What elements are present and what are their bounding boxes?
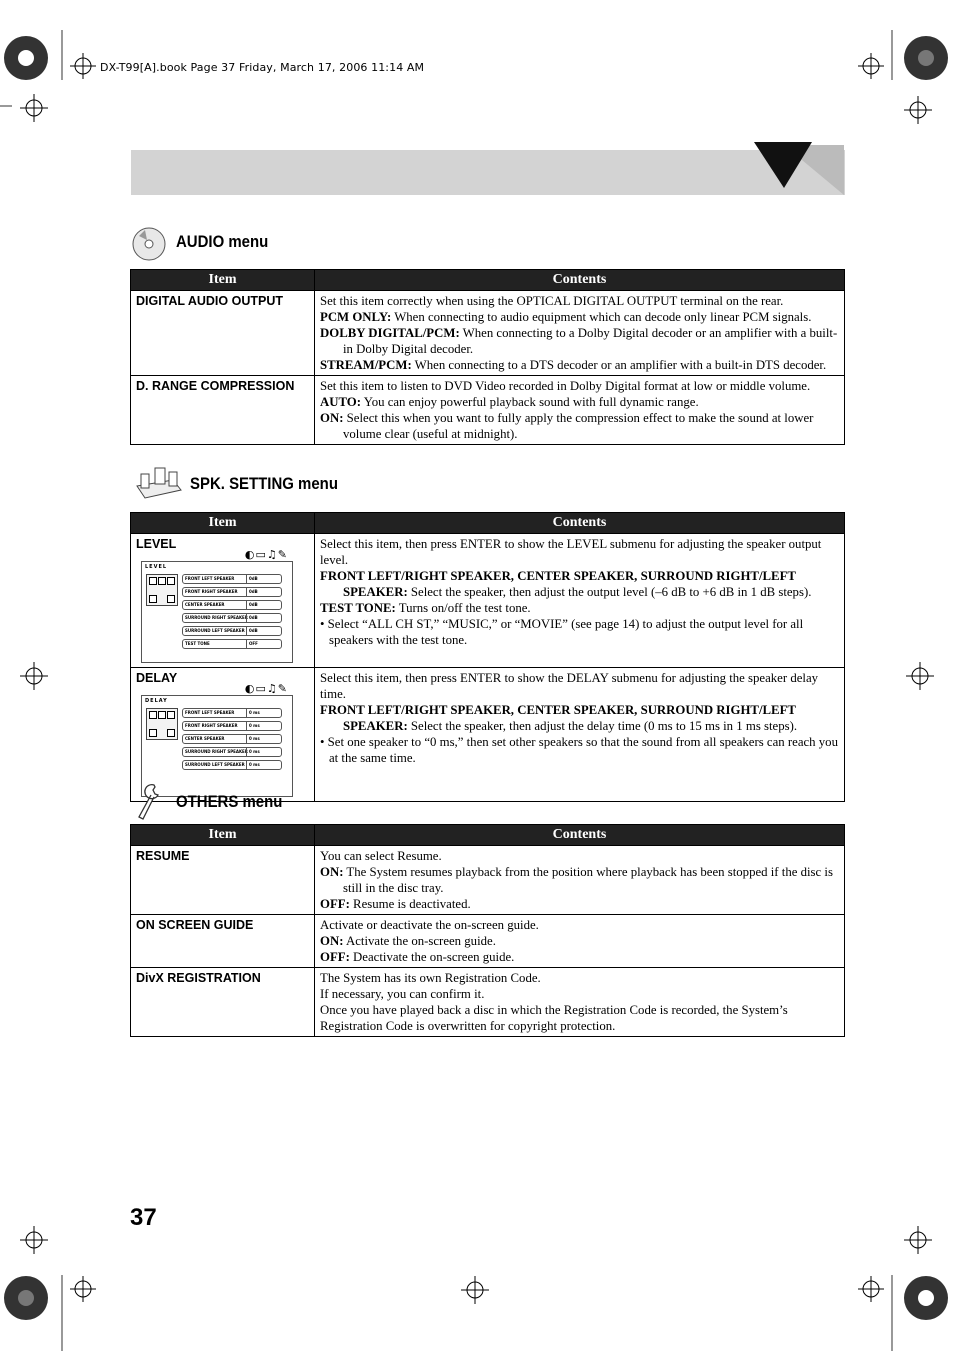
level-submenu-rows bbox=[182, 574, 282, 652]
submenu-row: SURROUND RIGHT SPEAKER 0dB bbox=[182, 613, 282, 623]
menu-icons: ◐▭♫✎ bbox=[244, 548, 288, 561]
item-contents: Select this item, then press ENTER to show the DELAY submenu for adjusting the speaker delay time. FRONT LEFT/RIGHT SPEAKER, CENTER SPEAKER, SURROUND RIGHT/LEFT SPEAKER: Select the speaker, then adjust the delay time (0 ms to 15 ms in 1 ms steps). • Set one speaker to “0 ms,” then set other speakers so that the sound from all speakers can reach you at the same time. bbox=[315, 668, 845, 802]
item-name: ON SCREEN GUIDE bbox=[131, 915, 315, 968]
column-header-contents: Contents bbox=[315, 825, 845, 846]
submenu-row: SURROUND LEFT SPEAKER 0 ms bbox=[182, 760, 282, 770]
wrench-icon bbox=[134, 783, 162, 821]
item-name: RESUME bbox=[131, 846, 315, 915]
item-name: D. RANGE COMPRESSION bbox=[131, 376, 315, 445]
submenu-row: FRONT LEFT SPEAKER 0dB bbox=[182, 574, 282, 584]
table-row bbox=[131, 668, 845, 802]
table-row bbox=[131, 534, 845, 668]
submenu-row: SURROUND RIGHT SPEAKER 0 ms bbox=[182, 747, 282, 757]
registration-mark-bc bbox=[455, 1270, 495, 1310]
table-row bbox=[131, 968, 845, 1037]
item-contents: Activate or deactivate the on-screen guide. ON: Activate the on-screen guide. OFF: Deactivate the on-screen guide. bbox=[315, 915, 845, 968]
submenu-row: FRONT RIGHT SPEAKER 0dB bbox=[182, 587, 282, 597]
column-header-contents: Contents bbox=[315, 513, 845, 534]
table-header-row bbox=[131, 513, 845, 534]
item-name: DivX REGISTRATION bbox=[131, 968, 315, 1037]
item-name: DELAY DELAY ◐▭♫✎ FRONT LEFT SPEAKER 0 ms FRONT RIGHT SPEAKER 0 ms CENTER SPEAKER 0 ms SURROUND RIGHT SPEAKER 0 ms SURROUND LEFT SPEAKER 0 ms bbox=[131, 668, 315, 802]
item-contents: Select this item, then press ENTER to show the LEVEL submenu for adjusting the speaker output level. FRONT LEFT/RIGHT SPEAKER, CENTER SPEAKER, SURROUND RIGHT/LEFT SPEAKER: Select the speaker, then adjust the output level (–6 dB to +6 dB in 1 dB steps). TEST TONE: Turns on/off the test tone. • Select “ALL CH ST,” “MUSIC,” or “MOVIE” (see page 14) to adjust the output level for all speakers with the test tone. bbox=[315, 534, 845, 668]
registration-mark-mr bbox=[900, 660, 940, 700]
item-contents: Set this item correctly when using the OPTICAL DIGITAL OUTPUT terminal on the rear. PCM ONLY: When connecting to audio equipment which can decode only linear PCM signals. DOLBY DIGITAL/PCM: When connecting to a Dolby Digital decoder or an amplifier with a built-in Dolby Digital decoder. STREAM/PCM: When connecting to a DTS decoder or an amplifier with a built-in DTS decoder. bbox=[315, 291, 845, 376]
item-contents: Set this item to listen to DVD Video recorded in Dolby Digital format at low or middle volume. AUTO: You can enjoy powerful playback sound with full dynamic range. ON: Select this when you want to fully apply the compression effect to make the sound at lower volume clear (useful at midnight). bbox=[315, 376, 845, 445]
registration-mark-tl bbox=[0, 30, 130, 150]
delay-submenu-rows bbox=[182, 708, 282, 773]
registration-mark-ml bbox=[14, 660, 54, 700]
delay-submenu-screen: DELAY ◐▭♫✎ FRONT LEFT SPEAKER 0 ms FRONT RIGHT SPEAKER 0 ms CENTER SPEAKER 0 ms SURROUND RIGHT SPEAKER 0 ms SURROUND LEFT SPEAKER 0 ms bbox=[141, 695, 293, 797]
column-header-item: Item bbox=[131, 825, 315, 846]
table-row bbox=[131, 376, 845, 445]
registration-mark-tr bbox=[840, 30, 954, 150]
item-name: DIGITAL AUDIO OUTPUT bbox=[131, 291, 315, 376]
item-contents: You can select Resume. ON: The System resumes playback from the position where playback has been stopped if the disc is still in the disc tray. OFF: Resume is deactivated. bbox=[315, 846, 845, 915]
table-header-row bbox=[131, 825, 845, 846]
header-band bbox=[131, 150, 845, 195]
others-menu-title: OTHERS menu bbox=[176, 792, 283, 811]
continue-arrow-icon bbox=[754, 140, 846, 196]
submenu-row: CENTER SPEAKER 0dB bbox=[182, 600, 282, 610]
column-header-contents: Contents bbox=[315, 270, 845, 291]
submenu-row: FRONT RIGHT SPEAKER 0 ms bbox=[182, 721, 282, 731]
audio-menu-title: AUDIO menu bbox=[176, 232, 269, 251]
book-header-line: DX-T99[A].book Page 37 Friday, March 17, 2006 11:14 AM bbox=[100, 61, 425, 74]
speaker-layout-icon bbox=[146, 708, 178, 740]
others-menu-table bbox=[130, 824, 845, 1037]
registration-mark-br bbox=[840, 1225, 954, 1351]
table-row bbox=[131, 291, 845, 376]
speaker-layout-icon bbox=[146, 574, 178, 606]
submenu-row: TEST TONE OFF bbox=[182, 639, 282, 649]
column-header-item: Item bbox=[131, 270, 315, 291]
spk-setting-table bbox=[130, 512, 845, 802]
submenu-row: FRONT LEFT SPEAKER 0 ms bbox=[182, 708, 282, 718]
audio-disc-icon bbox=[131, 226, 167, 262]
table-header-row bbox=[131, 270, 845, 291]
submenu-row: CENTER SPEAKER 0 ms bbox=[182, 734, 282, 744]
menu-icons: ◐▭♫✎ bbox=[244, 682, 288, 695]
table-row bbox=[131, 915, 845, 968]
level-submenu-screen: LEVEL ◐▭♫✎ FRONT LEFT SPEAKER 0dB FRONT RIGHT SPEAKER 0dB CENTER SPEAKER 0dB SURROUND RIGHT SPEAKER 0dB SURROUND LEFT SPEAKER 0dB TEST TONE OFF bbox=[141, 561, 293, 663]
page-number: 37 bbox=[130, 1204, 157, 1231]
table-row bbox=[131, 846, 845, 915]
audio-menu-table bbox=[130, 269, 845, 445]
column-header-item: Item bbox=[131, 513, 315, 534]
speaker-setting-icon bbox=[133, 466, 185, 500]
registration-mark-bl bbox=[0, 1225, 130, 1351]
submenu-row: SURROUND LEFT SPEAKER 0dB bbox=[182, 626, 282, 636]
item-name: LEVEL LEVEL ◐▭♫✎ FRONT LEFT SPEAKER 0dB FRONT RIGHT SPEAKER 0dB CENTER SPEAKER 0dB SURROUND RIGHT SPEAKER 0dB SURROUND LEFT SPEAKER 0dB TEST TONE OFF bbox=[131, 534, 315, 668]
item-contents: The System has its own Registration Code. If necessary, you can confirm it. Once you have played back a disc in which the Registration Code is recorded, the System’s Registration Code is overwritten for copyright protection. bbox=[315, 968, 845, 1037]
spk-setting-menu-title: SPK. SETTING menu bbox=[190, 474, 338, 493]
